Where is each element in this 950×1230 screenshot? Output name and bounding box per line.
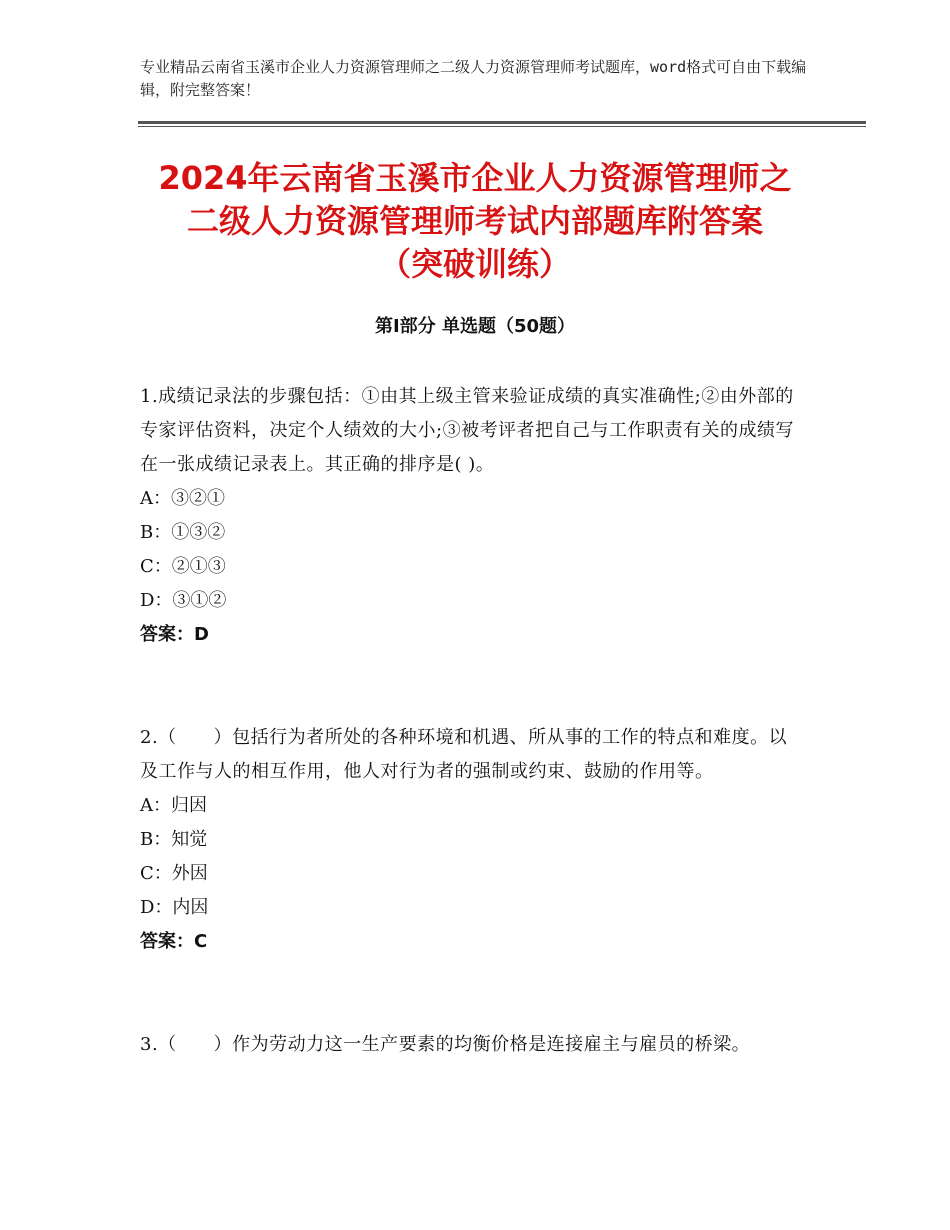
answer-label: 答案：C: [140, 931, 208, 952]
document-title: [130, 157, 820, 286]
question-3: [140, 1028, 804, 1062]
question-text: 2.（ ）包括行为者所处的各种环境和机遇、所从事的工作的特点和难度。以及工作与人的相互作用，他人对行为者的强制或约束、鼓励的作用等。: [140, 727, 788, 782]
option-b: B：①③②: [140, 522, 226, 543]
question-1: [140, 380, 804, 652]
option-a: A：③②①: [140, 488, 225, 509]
option-c: C：②①③: [140, 556, 226, 577]
question-2: [140, 721, 804, 959]
header-divider-thin: [138, 126, 866, 127]
question-text: 3.（ ）作为劳动力这一生产要素的均衡价格是连接雇主与雇员的桥梁。: [140, 1034, 751, 1055]
section-title: 第Ⅰ部分 单选题（50题）: [374, 316, 575, 337]
option-d: D：内因: [140, 897, 209, 918]
title-line-3: （突破训练）: [378, 245, 571, 283]
option-c: C：外因: [140, 863, 208, 884]
question-text: 1.成绩记录法的步骤包括：①由其上级主管来验证成绩的真实准确性;②由外部的专家评估资料，决定个人绩效的大小;③被考评者把自己与工作职责有关的成绩写在一张成绩记录表上。其正确的排序是( )。: [140, 386, 795, 475]
option-d: D：③①②: [140, 590, 227, 611]
header-divider: [138, 121, 866, 124]
title-line-1: 2024年云南省玉溪市企业人力资源管理师之: [158, 159, 792, 197]
option-b: B：知觉: [140, 829, 208, 850]
option-a: A：归因: [140, 795, 207, 816]
header-note: 专业精品云南省玉溪市企业人力资源管理师之二级人力资源管理师考试题库，word格式可自由下载编辑，附完整答案！: [140, 58, 807, 99]
answer-label: 答案：D: [140, 624, 209, 645]
title-line-2: 二级人力资源管理师考试内部题库附答案: [186, 202, 763, 240]
